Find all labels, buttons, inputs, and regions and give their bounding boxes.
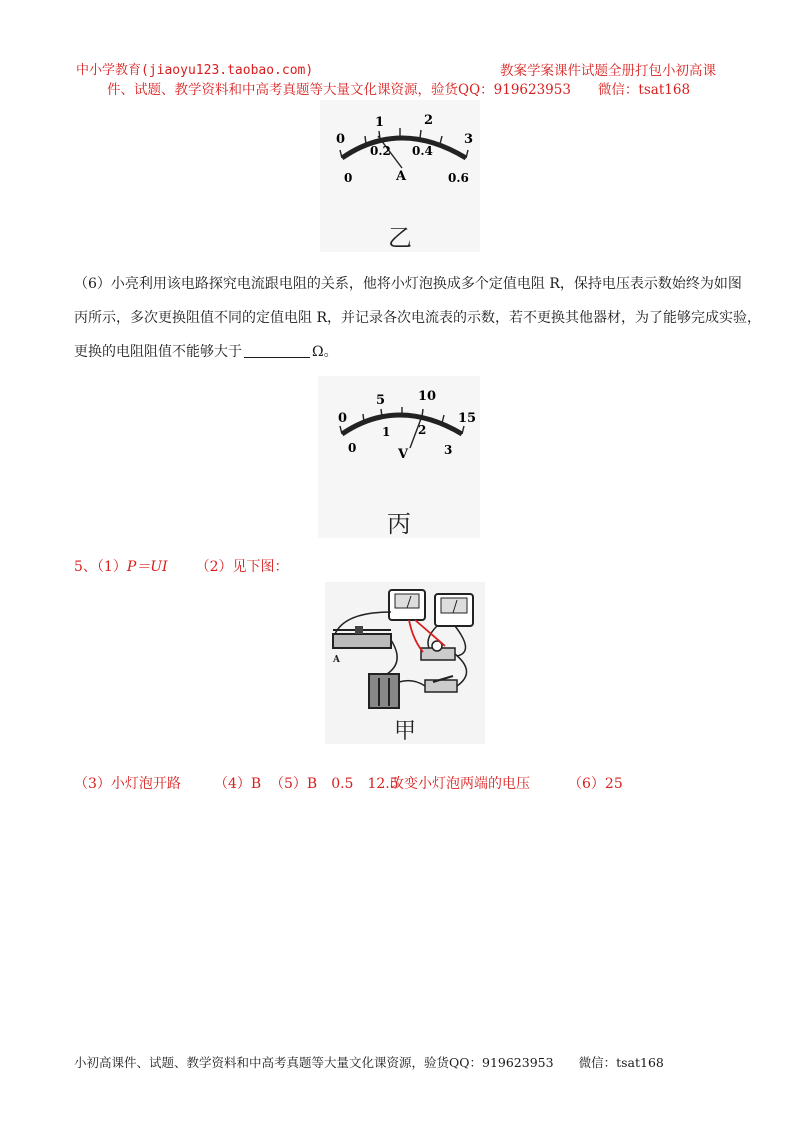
answer-a6: （6）25 <box>568 776 623 792</box>
question6-line3-before: 更换的电阻阻值不能够大于 <box>74 344 242 360</box>
figure-jia-caption: 甲 <box>393 719 416 744</box>
footer: 小初高课件、试题、教学资料和中高考真题等大量文化课资源，验货QQ：919623953 微信：tsat168 <box>74 1055 664 1070</box>
ammeter-upper-tick-3: 3 <box>464 132 474 147</box>
voltmeter-lower-tick-0: 0 <box>348 441 357 455</box>
ammeter-dial <box>320 100 480 210</box>
voltmeter-upper-tick-1: 5 <box>376 393 386 408</box>
ammeter-lower-tick-2: 0.4 <box>412 144 433 158</box>
figure-circuit <box>325 582 485 744</box>
question6-line3-after: Ω。 <box>312 344 338 360</box>
ammeter-lower-tick-1: 0.2 <box>370 144 391 158</box>
ammeter-lower-tick-3: 0.6 <box>448 171 469 185</box>
voltmeter-lower-tick-2: 2 <box>418 423 427 437</box>
answer5-part2: （2）见下图： <box>195 559 289 575</box>
voltmeter-dial <box>318 376 480 476</box>
ammeter-unit: A <box>396 169 407 184</box>
voltmeter-unit: V <box>398 447 409 462</box>
answer5-prefix: 5、（1） <box>74 559 127 575</box>
svg-text:A: A <box>333 655 340 665</box>
answer-a3: （3）小灯泡开路 <box>74 776 181 792</box>
ammeter-upper-tick-0: 0 <box>336 132 346 147</box>
voltmeter-lower-tick-1: 1 <box>382 425 391 439</box>
figure-ammeter <box>320 100 480 252</box>
figure-yi-caption: 乙 <box>388 224 412 252</box>
circuit-drawing <box>325 582 485 714</box>
answer-a5: （5）B 0.5 12.5 <box>270 776 399 792</box>
question6-line1: （6）小亮利用该电路探究电流跟电阻的关系，他将小灯泡换成多个定值电阻 R，保持电压表示数始终为如图 <box>74 276 742 292</box>
question6-line2: 丙所示，多次更换阻值不同的定值电阻 R，并记录各次电流表的示数，若不更换其他器材，为了能够完成实验， <box>74 310 761 326</box>
header-right: 教案学案课件试题全册打包小初高课 <box>500 63 716 79</box>
header-line2: 件、试题、教学资料和中高考真题等大量文化课资源，验货QQ：919623953 微信：tsat168 <box>107 82 691 98</box>
answer5-formula: P＝UI <box>126 559 168 575</box>
voltmeter-upper-tick-3: 15 <box>458 411 477 426</box>
ammeter-upper-tick-2: 2 <box>424 113 434 128</box>
answer-a5b: 改变小灯泡两端的电压 <box>390 776 530 792</box>
figure-voltmeter <box>318 376 480 538</box>
answer5-line <box>74 556 289 576</box>
voltmeter-lower-tick-3: 3 <box>444 443 453 457</box>
answer-blank <box>244 342 310 358</box>
ammeter-lower-tick-0: 0 <box>344 171 353 185</box>
voltmeter-upper-tick-0: 0 <box>338 411 348 426</box>
figure-bing-caption: 丙 <box>387 510 411 538</box>
header-left: 中小学教育(jiaoyu123.taobao.com) <box>76 63 314 78</box>
ammeter-upper-tick-1: 1 <box>375 115 385 130</box>
answer-a4: （4）B <box>214 776 262 792</box>
question6-line3 <box>74 335 338 369</box>
voltmeter-upper-tick-2: 10 <box>418 389 437 404</box>
